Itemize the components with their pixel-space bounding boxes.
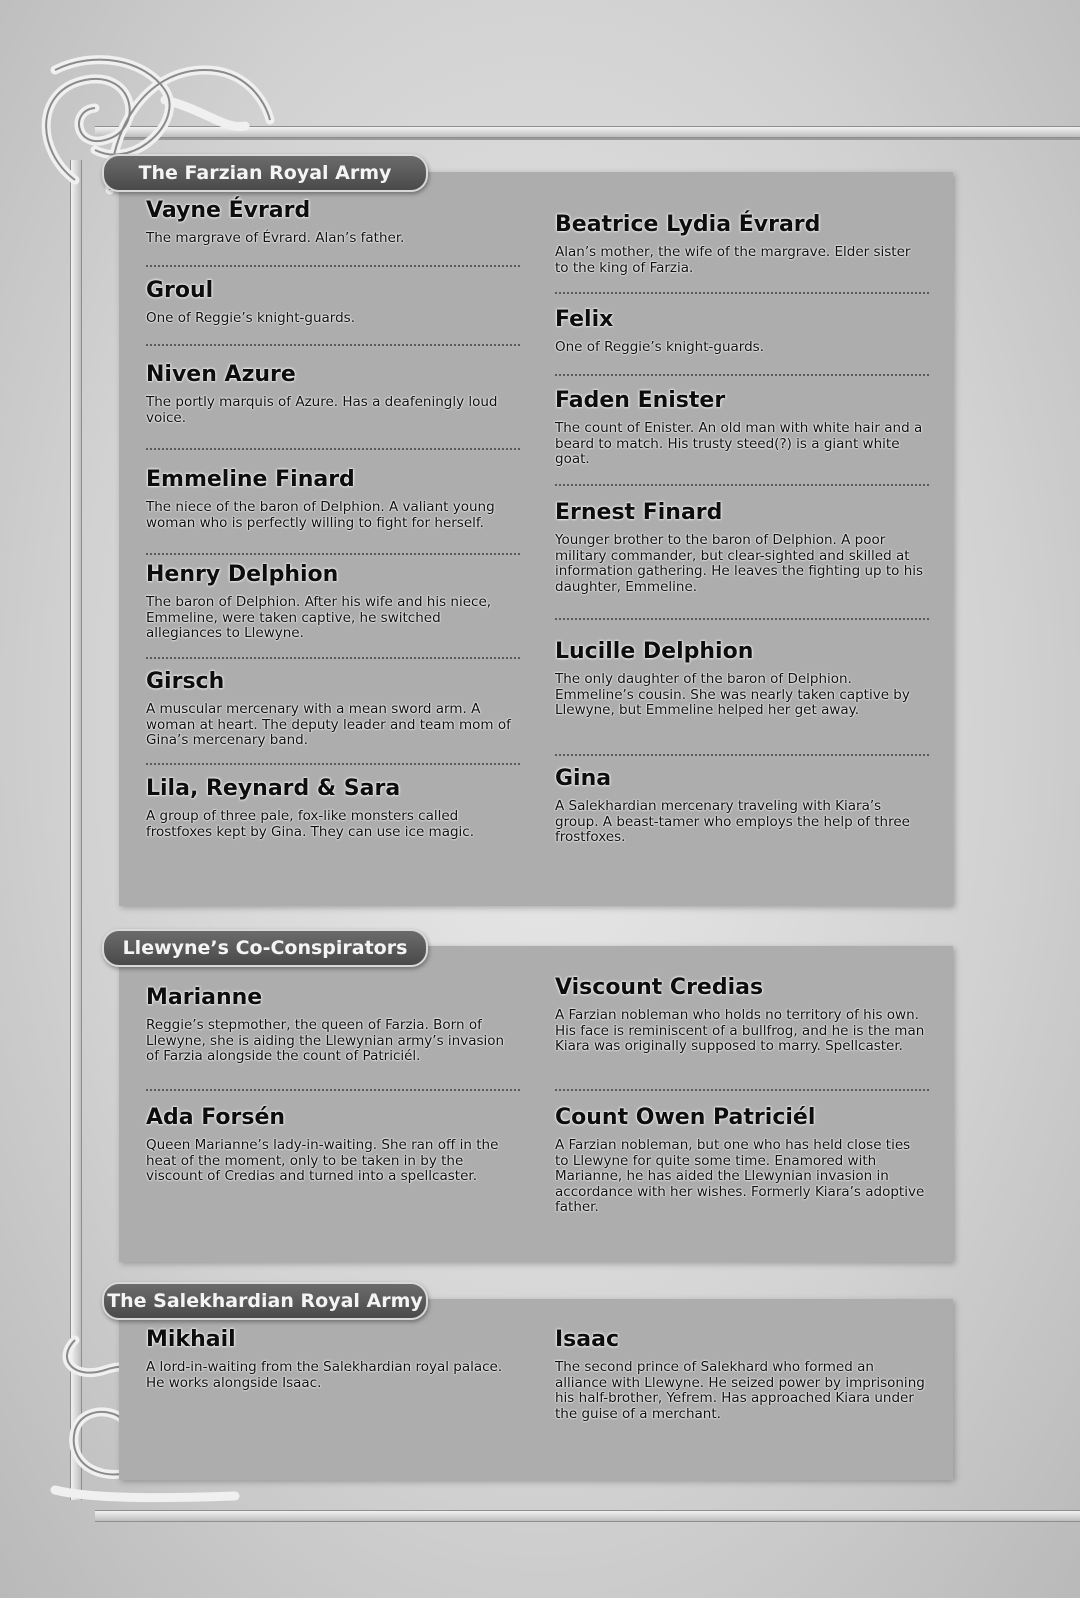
character-name: Gina bbox=[555, 766, 612, 791]
character-entry bbox=[146, 466, 516, 531]
character-entry bbox=[146, 277, 516, 327]
character-entry bbox=[555, 974, 925, 1055]
character-entry bbox=[555, 211, 925, 276]
character-entry bbox=[555, 765, 925, 846]
character-desc: The count of Enister. An old man with white hair and a beard to match. His trusty steed(?) is a giant white goat. bbox=[555, 420, 923, 467]
character-entry bbox=[146, 197, 516, 247]
character-entry bbox=[555, 1104, 925, 1216]
section-title-farzian: The Farzian Royal Army bbox=[102, 154, 428, 192]
character-desc: A group of three pale, fox-like monsters called frostfoxes kept by Gina. They can use ice magic. bbox=[146, 808, 475, 840]
character-name: Vayne Évrard bbox=[146, 198, 311, 223]
character-desc: The only daughter of the baron of Delphion. Emmeline’s cousin. She was nearly taken captive by Llewyne, but Emmeline helped her get away. bbox=[555, 671, 910, 718]
character-desc: One of Reggie’s knight-guards. bbox=[146, 310, 355, 326]
character-desc: A lord-in-waiting from the Salekhardian royal palace. He works alongside Isaac. bbox=[146, 1359, 503, 1391]
character-desc: Younger brother to the baron of Delphion. A poor military commander, but clear-sighted and skilled at information gathering. He leaves the fighting up to his daughter, Emmeline. bbox=[555, 532, 924, 595]
character-name: Emmeline Finard bbox=[146, 467, 355, 492]
separator bbox=[146, 553, 520, 555]
separator bbox=[555, 484, 929, 486]
character-entry bbox=[146, 361, 516, 426]
character-entry bbox=[146, 1104, 516, 1185]
character-name: Beatrice Lydia Évrard bbox=[555, 212, 821, 237]
character-entry bbox=[146, 668, 516, 749]
frame-bottom-bar bbox=[95, 1510, 1080, 1522]
separator bbox=[146, 657, 520, 659]
character-desc: One of Reggie’s knight-guards. bbox=[555, 339, 764, 355]
character-desc: A Farzian nobleman, but one who has held close ties to Llewyne for quite some time. Enamored with Marianne, he has aided the Llewynian invasion in accordance with her wishes. Formerly Kiara’s adoptive father. bbox=[555, 1137, 925, 1215]
character-name: Groul bbox=[146, 278, 214, 303]
frame-left-bar bbox=[70, 160, 82, 1500]
character-entry bbox=[555, 387, 925, 468]
character-name: Niven Azure bbox=[146, 362, 296, 387]
character-name: Isaac bbox=[555, 1327, 620, 1352]
character-name: Felix bbox=[555, 307, 614, 332]
separator bbox=[555, 374, 929, 376]
section-title-co-conspirators: Llewyne’s Co-Conspirators bbox=[102, 929, 428, 967]
character-entry bbox=[555, 1326, 925, 1422]
character-entry bbox=[555, 306, 925, 356]
character-desc: Queen Marianne’s lady-in-waiting. She ran off in the heat of the moment, only to be taken in by the viscount of Credias and turned into a spellcaster. bbox=[146, 1137, 499, 1184]
character-desc: Alan’s mother, the wife of the margrave. Elder sister to the king of Farzia. bbox=[555, 244, 911, 276]
separator bbox=[146, 448, 520, 450]
separator bbox=[146, 265, 520, 267]
character-entry bbox=[146, 561, 516, 642]
character-name: Count Owen Patriciél bbox=[555, 1105, 816, 1130]
separator bbox=[146, 1089, 520, 1091]
character-entry bbox=[555, 499, 925, 595]
character-desc: The second prince of Salekhard who formed an alliance with Llewyne. He seized power by imprisoning his half-brother, Yefrem. Has approached Kiara under the guise of a merchant. bbox=[555, 1359, 925, 1422]
character-entry bbox=[555, 638, 925, 719]
character-desc: The portly marquis of Azure. Has a deafeningly loud voice. bbox=[146, 394, 498, 426]
separator bbox=[555, 1089, 929, 1091]
character-name: Faden Enister bbox=[555, 388, 726, 413]
separator bbox=[555, 754, 929, 756]
character-entry bbox=[146, 775, 516, 840]
separator bbox=[146, 763, 520, 765]
character-name: Ernest Finard bbox=[555, 500, 723, 525]
character-desc: The baron of Delphion. After his wife and his niece, Emmeline, were taken captive, he switched allegiances to Llewyne. bbox=[146, 594, 492, 641]
character-desc: The margrave of Évrard. Alan’s father. bbox=[146, 230, 405, 246]
character-desc: A muscular mercenary with a mean sword arm. A woman at heart. The deputy leader and team mom of Gina’s mercenary band. bbox=[146, 701, 511, 748]
character-name: Lucille Delphion bbox=[555, 639, 754, 664]
section-title-salekhardian: The Salekhardian Royal Army bbox=[102, 1282, 428, 1320]
character-name: Girsch bbox=[146, 669, 225, 694]
character-desc: Reggie’s stepmother, the queen of Farzia. Born of Llewyne, she is aiding the Llewynian army’s invasion of Farzia alongside the count of Patriciél. bbox=[146, 1017, 505, 1064]
character-name: Viscount Credias bbox=[555, 975, 764, 1000]
character-desc: A Farzian nobleman who holds no territory of his own. His face is reminiscent of a bullfrog, and he is the man Kiara was originally supposed to marry. Spellcaster. bbox=[555, 1007, 925, 1054]
character-desc: A Salekhardian mercenary traveling with Kiara’s group. A beast-tamer who employs the help of three frostfoxes. bbox=[555, 798, 910, 845]
character-entry bbox=[146, 1326, 516, 1391]
character-name: Henry Delphion bbox=[146, 562, 339, 587]
character-desc: The niece of the baron of Delphion. A valiant young woman who is perfectly willing to fight for herself. bbox=[146, 499, 495, 531]
character-entry bbox=[146, 984, 516, 1065]
separator bbox=[146, 344, 520, 346]
character-name: Marianne bbox=[146, 985, 263, 1010]
separator bbox=[555, 618, 929, 620]
character-name: Ada Forsén bbox=[146, 1105, 286, 1130]
character-name: Mikhail bbox=[146, 1327, 236, 1352]
character-name: Lila, Reynard & Sara bbox=[146, 776, 401, 801]
separator bbox=[555, 292, 929, 294]
